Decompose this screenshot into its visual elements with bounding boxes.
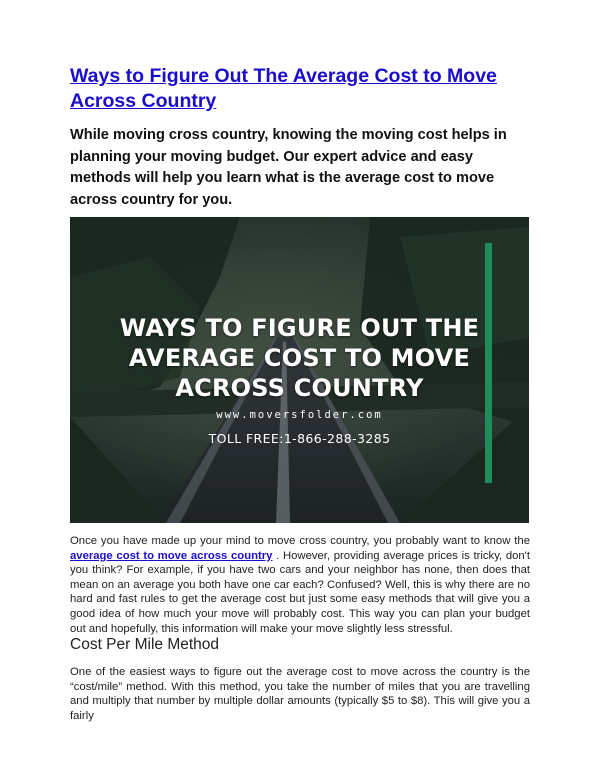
hero-heading-line-3: ACROSS COUNTRY xyxy=(175,374,424,402)
intro-paragraph: While moving cross country, knowing the moving cost helps in planning your moving budget. Our expert advice and easy methods will help you learn what is the average cost to move across country for you. xyxy=(70,127,507,208)
hero-heading-line-2: AVERAGE COST TO MOVE xyxy=(128,344,471,372)
section-heading: Cost Per Mile Method xyxy=(70,636,220,653)
paragraph-1-text-rest: . However, providing average prices is tricky, don't you think? For example, if you have two cars and your neighbor has none, then does that mean on an average you both have one car each? Confused? Well, this is why there are no hard and fast rules to get the average cost but just some easy methods that will give you a good idea of how much your move will probably cost. This way you can plan your budget out and hopefully, this information will make your move slightly less stressful. xyxy=(70,549,530,635)
hero-image xyxy=(70,217,529,523)
hero-phone-number: TOLL FREE:1-866-288-3285 xyxy=(208,431,391,446)
paragraph-1-text-start: Once you have made up your mind to move cross country, you probably want to know the xyxy=(70,535,530,547)
body-paragraph-1 xyxy=(70,534,530,636)
hero-website: www.moversfolder.com xyxy=(216,409,383,421)
body-paragraph-2: One of the easiest ways to figure out the average cost to move across the country is the “cost/mile” method. With this method, you take the number of miles that you are travelling and multiply that number by multiple dollar amounts (typically $5 to $8). This will give you a fairly xyxy=(70,666,530,722)
average-cost-link[interactable]: average cost to move across country xyxy=(70,549,273,562)
page-title[interactable]: Ways to Figure Out The Average Cost to Move Across Country xyxy=(70,65,497,112)
hero-overlay-text xyxy=(70,313,529,446)
hero-heading-line-1: WAYS TO FIGURE OUT THE xyxy=(119,314,480,342)
